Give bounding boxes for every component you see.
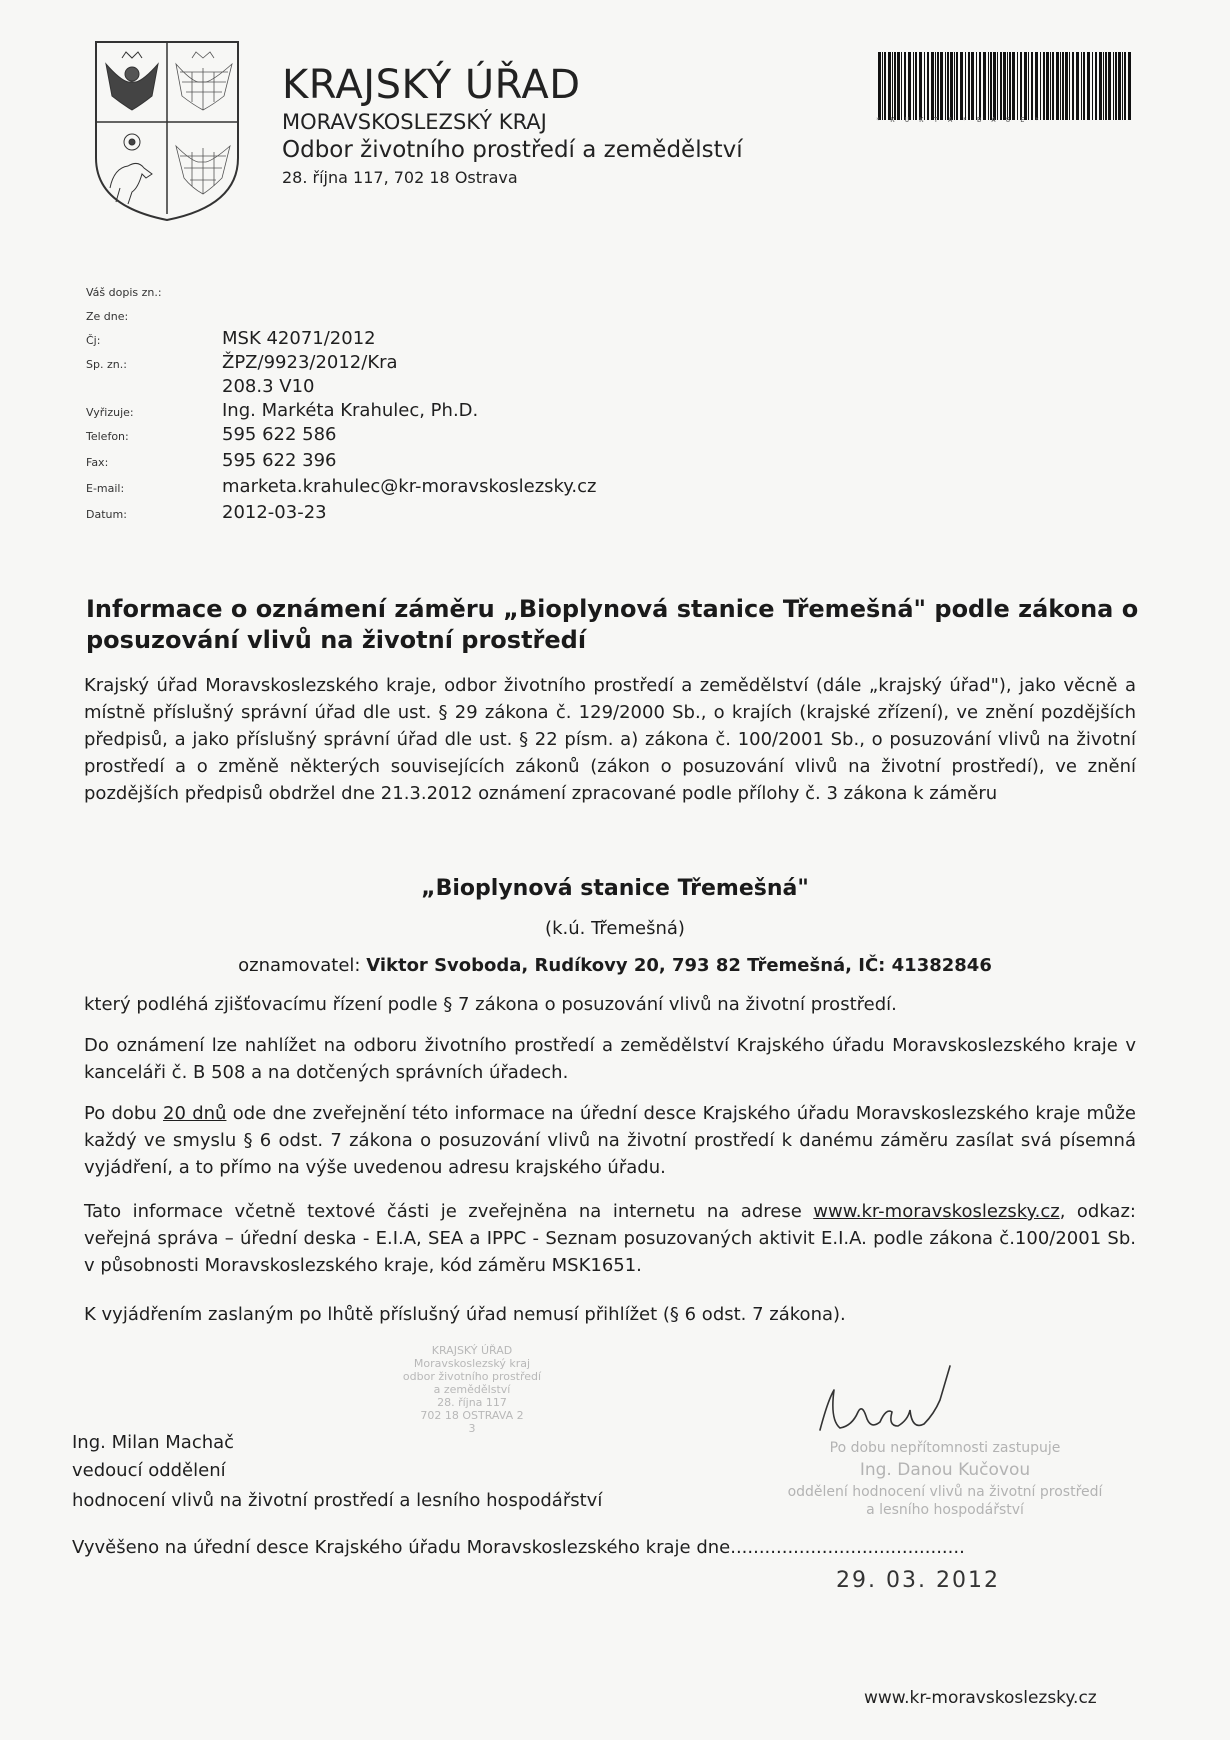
barcode-bar (997, 52, 998, 120)
department-name: Odbor životního prostředí a zemědělství (282, 137, 743, 163)
barcode-bar (1128, 52, 1131, 120)
barcode-bar (1124, 52, 1126, 120)
barcode-bar (894, 52, 896, 120)
stamp-line: Moravskoslezský kraj (413, 1357, 531, 1370)
barcode-bar (937, 52, 939, 120)
meta-value-file-code: 208.3 V10 (222, 376, 315, 397)
meta-value-ref: MSK 42071/2012 (222, 328, 376, 349)
posting-label: Vyvěšeno na úřední desce Krajského úřadu Moravskoslezského kraje dne......................................... (72, 1537, 965, 1558)
barcode-bar (1099, 52, 1102, 120)
deadline-post: ode dne zveřejnění této informace na úřední desce Krajského úřadu Moravskoslezského kraje může každý ve smyslu § 6 odst. 7 zákona o posuzování vlivů na životní prostředí k danému záměru zasílat svá písemná vyjádření, a to přímo na výše uvedenou adresu krajského úřadu. (84, 1103, 1136, 1178)
meta-value-fax: 595 622 396 (222, 450, 337, 471)
website-link[interactable]: www.kr-moravskoslezsky.cz (813, 1201, 1060, 1222)
barcode-bar (965, 52, 966, 120)
meta-label-file: Sp. zn.: (86, 358, 127, 371)
region-name: MORAVSKOSLEZSKÝ KRAJ (282, 110, 547, 134)
intro-paragraph: Krajský úřad Moravskoslezského kraje, odbor životního prostředí a zemědělství (dále „krajský úřad"), jako věcně a místně příslušný správní úřad dle ust. § 29 zákona č. 129/2000 Sb., o krajích (krajské zřízení), ve znění pozdějších předpisů, a jako příslušný správní úřad dle ust. § 22 písm. a) zákona č. 100/2001 Sb., o posuzování vlivů na životní prostředí a o změně některých souvisejících zákonů (zákon o posuzování vlivů na životní prostředí), ve znění pozdějších předpisů obdržel dne 21.3.2012 oznámení zpracované podle přílohy č. 3 zákona k záměru (84, 675, 1136, 804)
barcode-bar (1050, 52, 1051, 120)
barcode-bar (1095, 52, 1097, 120)
proxy-stamp-line-2: Ing. Danou Kučovou (859, 1460, 1031, 1480)
barcode-bar (956, 52, 958, 120)
barcode-bar (1040, 52, 1041, 120)
document-heading: Informace o oznámení záměru „Bioplynová stanice Třemešná" podle zákona o posuzování vlivů na životní prostředí (86, 595, 1139, 654)
deadline-paragraph (84, 1100, 1136, 1181)
stamp-line: 702 18 OSTRAVA 2 (420, 1409, 524, 1422)
meta-value-date: 2012-03-23 (222, 502, 327, 523)
barcode-bar (1065, 52, 1068, 120)
barcode-bar (1031, 52, 1033, 120)
barcode-bar (1003, 52, 1006, 120)
barcode-bar (1092, 52, 1093, 120)
barcode-bar (993, 52, 996, 120)
stamp-line: KRAJSKÝ ÚŘAD (431, 1344, 513, 1357)
barcode-bar (954, 52, 955, 120)
proxy-stamp-line-1: Po dobu nepřítomnosti zastupuje (829, 1440, 1061, 1456)
barcode-bar (1105, 52, 1107, 120)
stamp-line: 28. října 117 (437, 1396, 507, 1409)
meta-label-fax: Fax: (86, 456, 109, 469)
barcode-bar (927, 52, 929, 120)
footer-url: www.kr-moravskoslezsky.cz (864, 1688, 1097, 1708)
proxy-stamp-line-3: oddělení hodnocení vlivů na životní prostředí (787, 1484, 1103, 1500)
meta-label-date-from: Ze dne: (86, 310, 129, 323)
inspection-paragraph: Do oznámení lze nahlížet na odboru životního prostředí a zemědělství Krajského úřadu Moravskoslezského kraje v kanceláři č. B 508 a na dotčených správních úřadech. (84, 1035, 1136, 1083)
barcode-bar (1007, 52, 1008, 120)
barcode-bar (1118, 52, 1121, 120)
barcode-bar (1103, 52, 1104, 120)
meta-value-file: ŽPZ/9923/2012/Kra (222, 352, 398, 373)
barcode-bar (1009, 52, 1011, 120)
barcode-bar (988, 52, 989, 120)
barcode-bar (1000, 52, 1002, 120)
internet-paragraph (84, 1198, 1136, 1279)
barcode-bar (1043, 52, 1045, 120)
barcode-bar (1072, 52, 1074, 120)
barcode-bar (960, 52, 963, 120)
notifier-label: oznamovatel: (238, 955, 367, 976)
barcode-bar (1115, 52, 1117, 120)
barcode-bar (908, 52, 911, 120)
barcode-digits: * K U K T A * B A 8 E * (876, 116, 1042, 124)
posting-date: 29. 03. 2012 (836, 1568, 1000, 1593)
meta-label-ref: Čj: (86, 334, 101, 347)
barcode-bar (892, 52, 893, 120)
stamp-line: odbor životního prostředí (402, 1370, 542, 1383)
barcode-bar (915, 52, 917, 120)
meta-value-handled-by: Ing. Markéta Krahulec, Ph.D. (222, 400, 479, 421)
barcode-bar (1069, 52, 1070, 120)
barcode-bar (983, 52, 986, 120)
barcode-bar (935, 52, 936, 120)
notifier-value: Viktor Svoboda, Rudíkovy 20, 793 82 Třemešná, IČ: 41382846 (366, 955, 992, 976)
barcode-bar (947, 52, 949, 120)
barcode-bar (976, 52, 977, 120)
barcode-bar (1056, 52, 1059, 120)
barcode-bar (1012, 52, 1015, 120)
cadastral-area: (k.ú. Třemešná) (545, 918, 685, 939)
barcode-bar (1087, 52, 1090, 120)
barcode-bar (1083, 52, 1085, 120)
meta-label-email: E-mail: (86, 482, 125, 495)
barcode-bar (924, 52, 925, 120)
barcode-bar (1122, 52, 1123, 120)
notifier (0, 955, 1230, 976)
barcode-bar (979, 52, 981, 120)
barcode-bar (971, 52, 974, 120)
office-title: KRAJSKÝ ÚŘAD (282, 62, 581, 108)
meta-label-your-letter: Váš dopis zn.: (86, 286, 162, 299)
coat-of-arms-icon (92, 38, 242, 222)
internet-post: , odkaz: veřejná správa – úřední deska - E.I.A, SEA a IPPC - Seznam posuzovaných aktivit E.I.A. podle zákona č.100/2001 Sb. v působnosti Moravskoslezského kraje, kód záměru MSK1651. (84, 1201, 1136, 1276)
stamp-line: a zemědělství (433, 1383, 511, 1396)
meta-label-date: Datum: (86, 508, 127, 521)
barcode-bar (1017, 52, 1018, 120)
barcode-bar (950, 52, 953, 120)
barcode-bar (1062, 52, 1064, 120)
barcode-bar (1108, 52, 1111, 120)
barcode-bar (897, 52, 900, 120)
handwritten-signature (800, 1360, 970, 1450)
meta-label-handled-by: Vyřizuje: (86, 406, 134, 419)
barcode-bar (945, 52, 946, 120)
barcode-bar (901, 52, 902, 120)
barcode-bar (1081, 52, 1082, 120)
project-title: „Bioplynová stanice Třemešná" (421, 876, 809, 901)
barcode-bar (990, 52, 992, 120)
signer-role: vedoucí oddělení (72, 1460, 226, 1481)
barcode-bar (1046, 52, 1049, 120)
barcode-bar (913, 52, 914, 120)
barcode-bar (940, 52, 943, 120)
internet-pre: Tato informace včetně textové části je zveřejněna na internetu na adrese (84, 1201, 814, 1222)
barcode-bar (931, 52, 934, 120)
late-note: K vyjádřením zaslaným po lhůtě příslušný úřad nemusí přihlížet (§ 6 odst. 7 zákona). (84, 1304, 846, 1325)
barcode-bar (1076, 52, 1079, 120)
barcode-bar (1035, 52, 1038, 120)
signer-name: Ing. Milan Machač (72, 1432, 235, 1453)
stamp-line: 3 (468, 1422, 476, 1435)
meta-label-phone: Telefon: (86, 430, 129, 443)
barcode-bar (1113, 52, 1114, 120)
barcode-bar (884, 52, 886, 120)
meta-value-email: marketa.krahulec@kr-moravskoslezsky.cz (222, 476, 597, 497)
barcode-bar (1060, 52, 1061, 120)
deadline-days: 20 dnů (163, 1103, 227, 1124)
office-stamp (372, 1344, 572, 1435)
deadline-pre: Po dobu (84, 1103, 164, 1124)
barcode-bar (919, 52, 922, 120)
barcode-bar (904, 52, 906, 120)
subject-line: který podléhá zjišťovacímu řízení podle § 7 zákona o posuzování vlivů na životní prostředí. (84, 994, 897, 1015)
signer-unit: hodnocení vlivů na životní prostředí a lesního hospodářství (72, 1490, 603, 1511)
barcode-bar (1028, 52, 1029, 120)
barcode-bar (878, 52, 881, 120)
barcode-bar (882, 52, 883, 120)
barcode-bar (1020, 52, 1022, 120)
meta-value-phone: 595 622 586 (222, 424, 337, 445)
barcode-bar (968, 52, 970, 120)
barcode-icon (876, 52, 1134, 120)
barcode-bar (1052, 52, 1054, 120)
office-address: 28. října 117, 702 18 Ostrava (282, 168, 518, 187)
barcode-bar (1024, 52, 1027, 120)
proxy-stamp-line-4: a lesního hospodářství (866, 1502, 1024, 1518)
barcode-bar (888, 52, 891, 120)
